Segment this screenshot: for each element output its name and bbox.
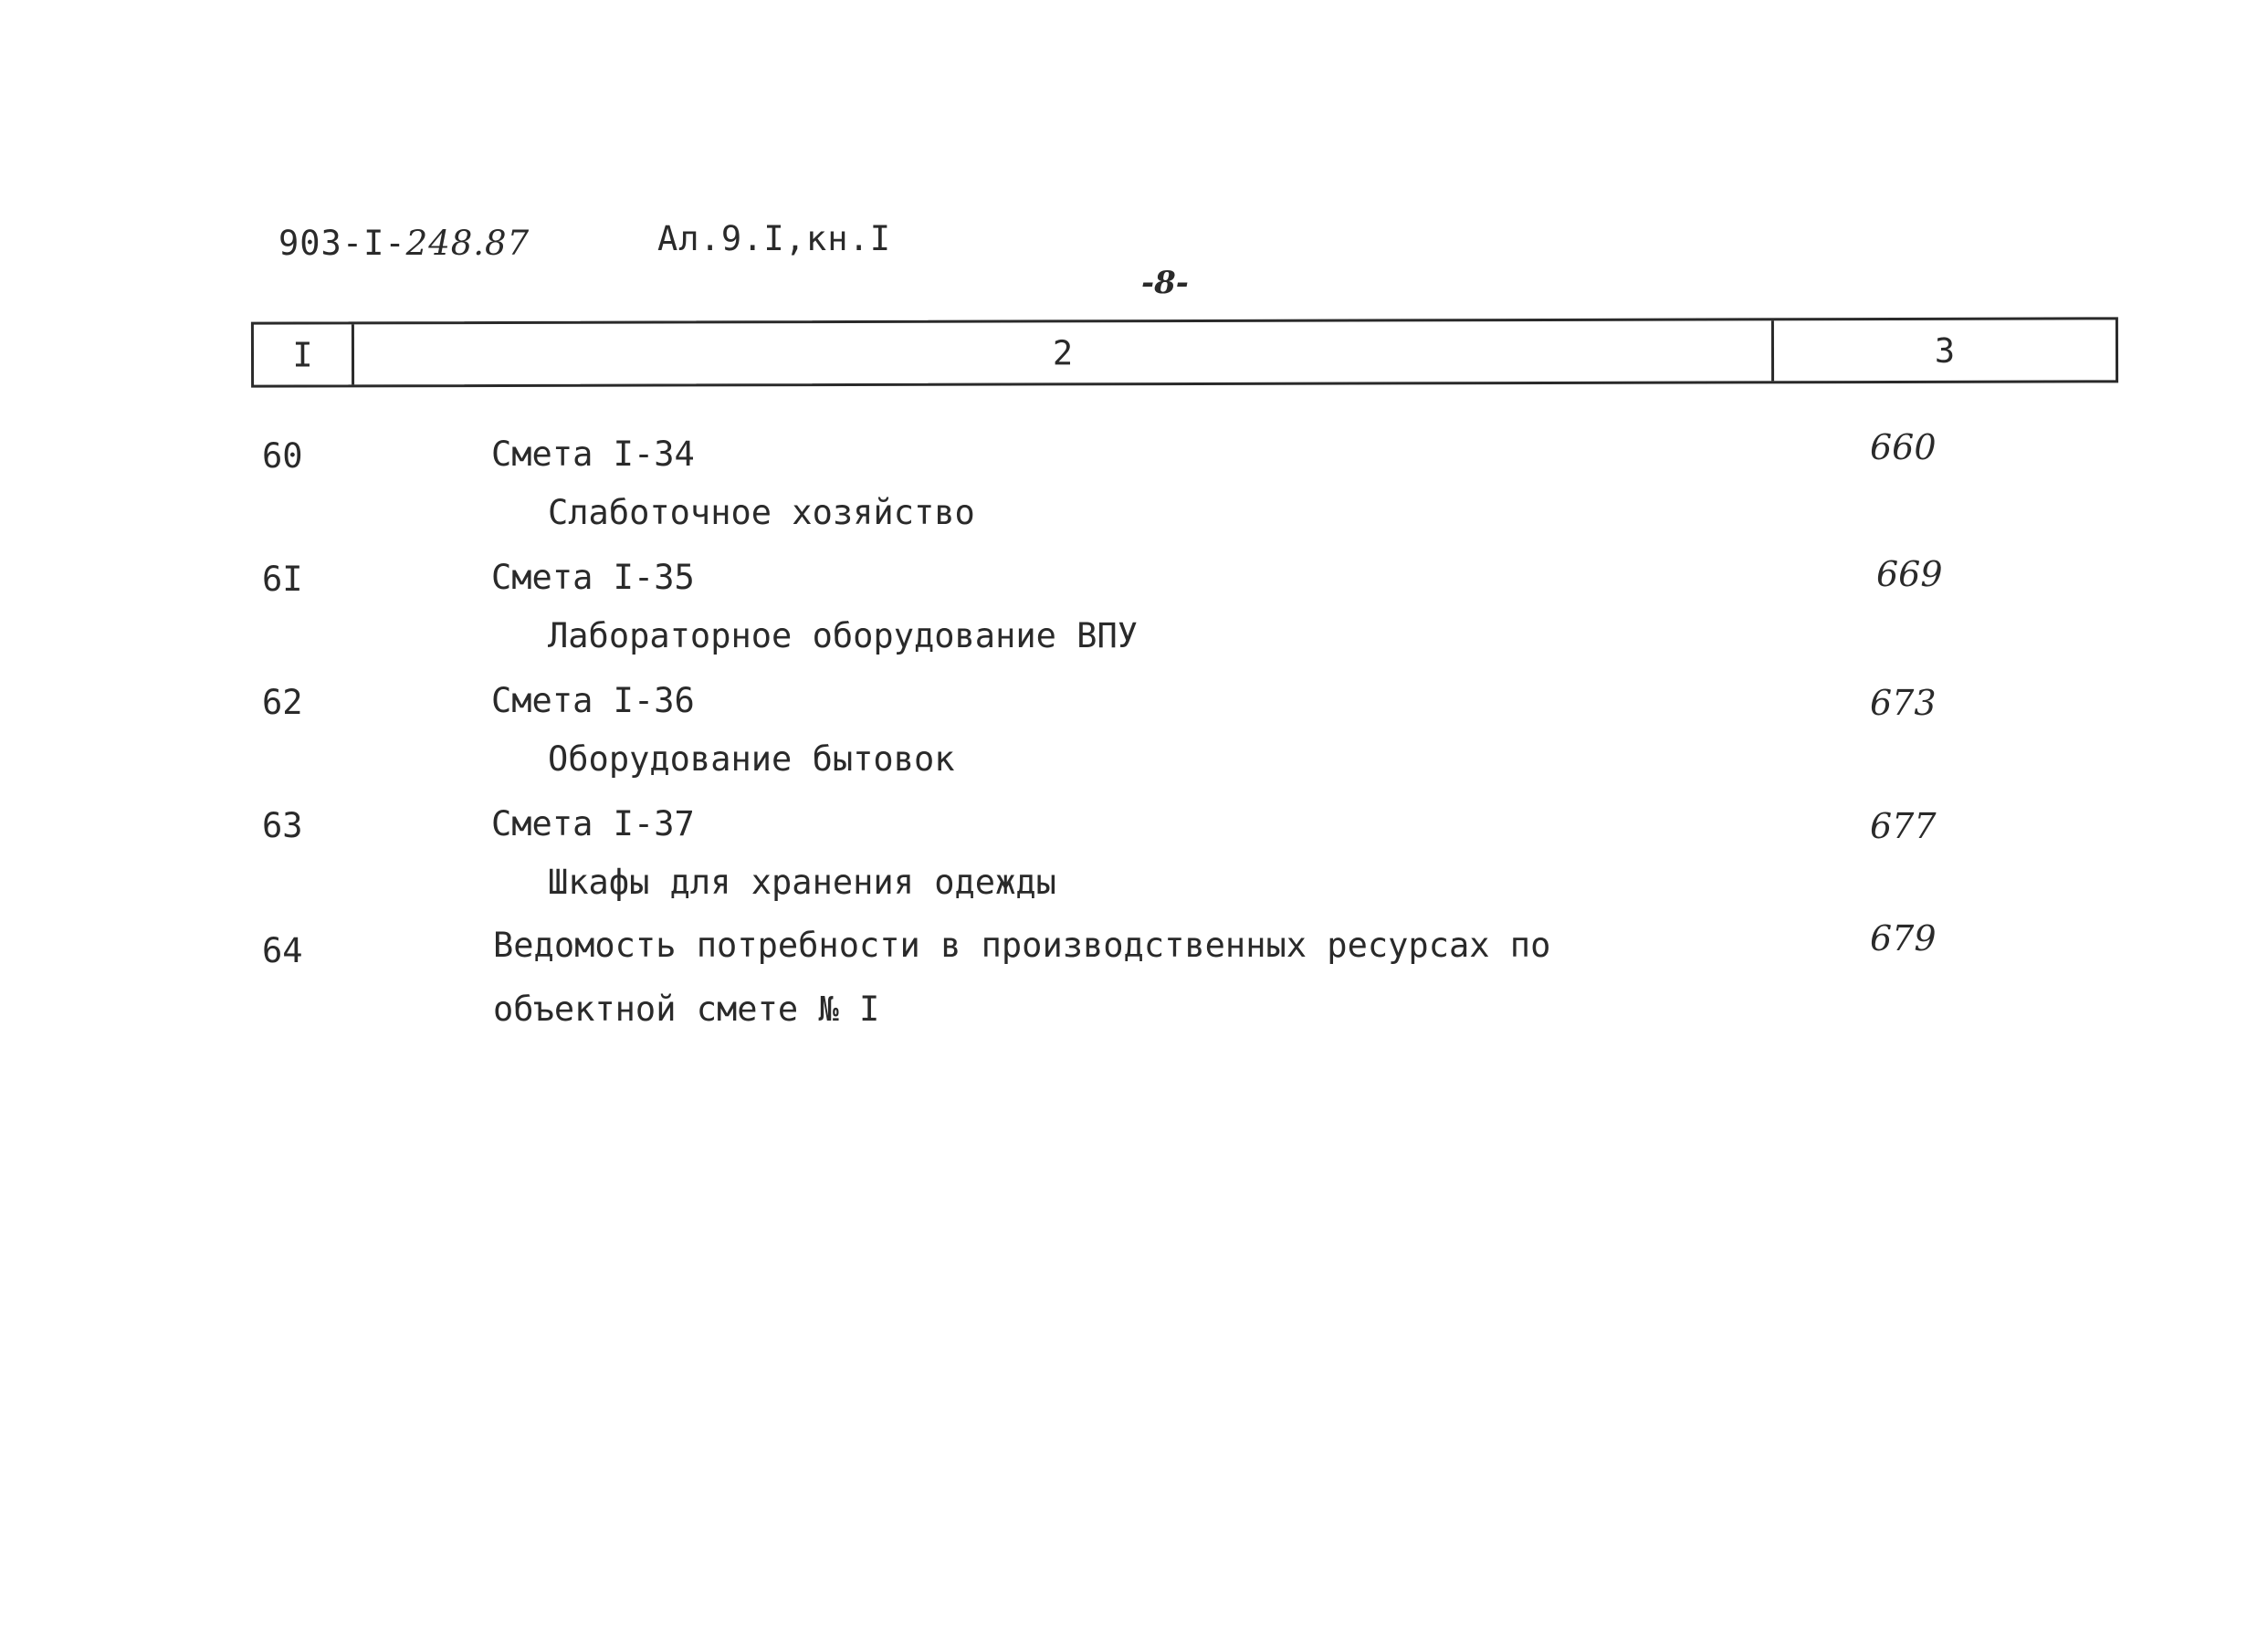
row-page-reference: 677	[1870, 806, 1937, 846]
row-number: 60	[262, 436, 303, 476]
row-subtitle: объектной смете № I	[493, 990, 880, 1029]
row-title: Смета I-36	[491, 681, 695, 720]
row-subtitle: Шкафы для хранения одежды	[548, 863, 1056, 902]
row-number: 62	[262, 683, 303, 722]
row-title: Смета I-35	[491, 558, 695, 597]
row-page-reference: 673	[1870, 683, 1937, 723]
row-number: 63	[262, 806, 303, 845]
row-subtitle: Оборудование бытовок	[548, 739, 955, 779]
table-header-col-2: 2	[354, 320, 1774, 384]
document-code	[278, 224, 530, 263]
row-title: Смета I-34	[491, 435, 695, 474]
row-number: 6I	[262, 560, 303, 599]
row-number: 64	[262, 931, 303, 970]
table-header-col-1: I	[254, 324, 354, 384]
table-header-col-3: 3	[1934, 330, 1956, 371]
row-subtitle: Слаботочное хозяйство	[548, 493, 975, 532]
row-page-reference: 660	[1870, 427, 1937, 467]
row-title: Смета I-37	[491, 804, 695, 843]
album-reference: Ал.9.I,кн.I	[657, 219, 892, 258]
row-subtitle: Лабораторное оборудование ВПУ	[548, 616, 1139, 655]
document-code-handwritten: 248.87	[405, 224, 530, 263]
table-header	[251, 317, 2118, 387]
row-page-reference: 679	[1870, 918, 1937, 958]
document-code-typed: 903-I-	[278, 224, 406, 263]
page-number: -8-	[1141, 265, 1189, 301]
row-title: Ведомость потребности в производственных ресурсах по	[493, 926, 1551, 965]
row-page-reference: 669	[1876, 554, 1943, 594]
